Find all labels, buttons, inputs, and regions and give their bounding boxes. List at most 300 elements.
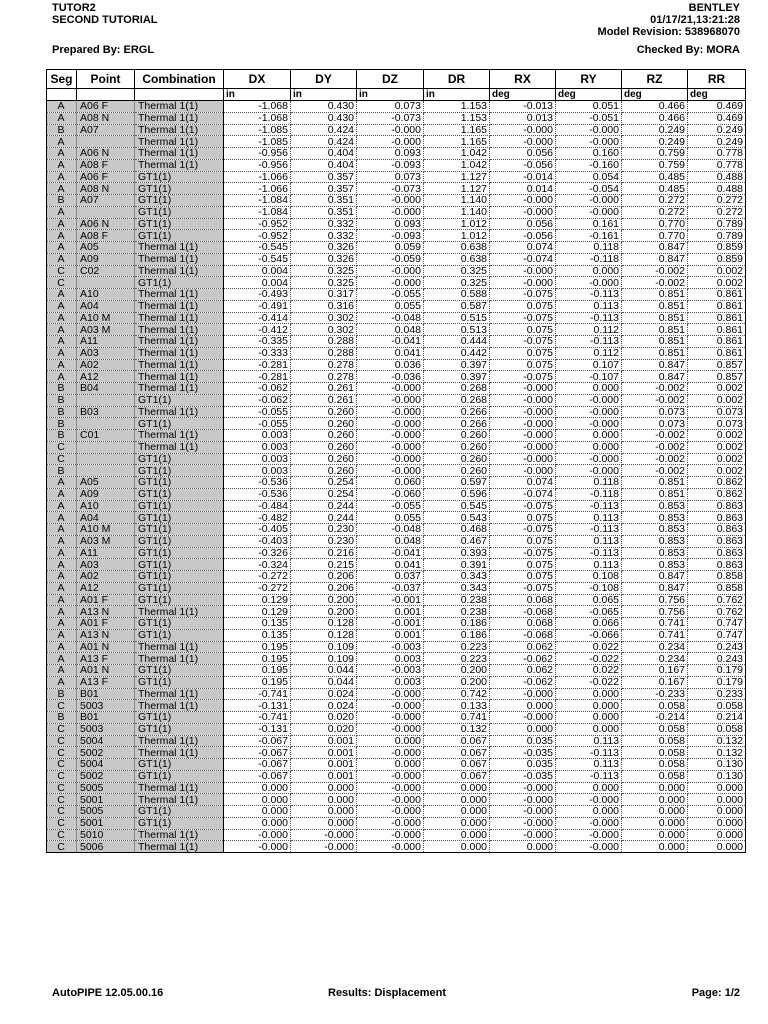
cell-dz: 0.073	[357, 171, 424, 183]
cell-rz: 0.000	[622, 794, 688, 806]
cell-rr: 0.058	[688, 723, 746, 735]
cell-point	[77, 465, 135, 477]
cell-rx: 0.000	[490, 700, 556, 712]
cell-rz: -0.002	[622, 453, 688, 465]
cell-point: A12	[77, 371, 135, 383]
cell-dz: -0.073	[357, 112, 424, 124]
cell-seg: C	[47, 453, 77, 465]
cell-combination: GT1(1)	[135, 230, 224, 242]
cell-dr: 0.000	[424, 841, 490, 853]
cell-rz: 0.851	[622, 300, 688, 312]
cell-rx: -0.068	[490, 606, 556, 618]
cell-dy: 0.260	[291, 441, 357, 453]
cell-rx: -0.075	[490, 312, 556, 324]
cell-point: A02	[77, 359, 135, 371]
cell-dx: -1.068	[224, 112, 291, 124]
table-row	[47, 195, 746, 207]
cell-seg: B	[47, 465, 77, 477]
cell-rx: -0.062	[490, 653, 556, 665]
cell-dr: 0.000	[424, 829, 490, 841]
unit-dy: in	[291, 89, 357, 101]
cell-ry: 0.000	[556, 688, 622, 700]
cell-rz: 0.851	[622, 347, 688, 359]
table-row	[47, 300, 746, 312]
cell-dx: -0.491	[224, 300, 291, 312]
cell-dz: 0.059	[357, 242, 424, 254]
cell-rx: 0.075	[490, 512, 556, 524]
units-row	[47, 89, 746, 101]
table-row	[47, 265, 746, 277]
cell-dr: 0.393	[424, 547, 490, 559]
cell-combination: GT1(1)	[135, 535, 224, 547]
cell-dr: 0.260	[424, 453, 490, 465]
table-row	[47, 324, 746, 336]
cell-dy: 0.230	[291, 535, 357, 547]
cell-ry: 0.065	[556, 594, 622, 606]
cell-dz: -0.000	[357, 806, 424, 818]
cell-dy: 0.357	[291, 183, 357, 195]
cell-point: A01 N	[77, 641, 135, 653]
cell-combination: Thermal 1(1)	[135, 430, 224, 442]
cell-rz: 0.756	[622, 594, 688, 606]
cell-seg: A	[47, 159, 77, 171]
cell-point: 5001	[77, 794, 135, 806]
cell-seg: A	[47, 336, 77, 348]
cell-combination: Thermal 1(1)	[135, 347, 224, 359]
cell-ry: 0.113	[556, 759, 622, 771]
cell-seg: B	[47, 418, 77, 430]
cell-rr: 0.002	[688, 383, 746, 395]
cell-rr: 0.000	[688, 841, 746, 853]
cell-ry: -0.066	[556, 629, 622, 641]
cell-combination: Thermal 1(1)	[135, 136, 224, 148]
cell-dy: 0.000	[291, 782, 357, 794]
cell-combination: Thermal 1(1)	[135, 688, 224, 700]
cell-combination: Thermal 1(1)	[135, 606, 224, 618]
cell-rr: 0.488	[688, 171, 746, 183]
cell-rx: -0.075	[490, 371, 556, 383]
cell-point: 5002	[77, 770, 135, 782]
cell-dx: -1.068	[224, 101, 291, 113]
cell-rx: 0.056	[490, 148, 556, 160]
cell-dz: -0.041	[357, 547, 424, 559]
cell-combination: Thermal 1(1)	[135, 112, 224, 124]
cell-dy: 0.424	[291, 136, 357, 148]
cell-seg: A	[47, 477, 77, 489]
cell-dr: 0.545	[424, 500, 490, 512]
cell-dy: 0.351	[291, 195, 357, 207]
cell-combination: GT1(1)	[135, 465, 224, 477]
cell-seg: A	[47, 136, 77, 148]
cell-dy: 0.254	[291, 488, 357, 500]
cell-ry: -0.065	[556, 606, 622, 618]
cell-dr: 0.588	[424, 289, 490, 301]
cell-rx: -0.000	[490, 195, 556, 207]
cell-ry: 0.160	[556, 148, 622, 160]
cell-rx: -0.000	[490, 817, 556, 829]
cell-dy: 0.278	[291, 359, 357, 371]
cell-rx: -0.000	[490, 782, 556, 794]
cell-dy: 0.325	[291, 265, 357, 277]
cell-combination: Thermal 1(1)	[135, 265, 224, 277]
model-name: TUTOR2	[52, 2, 96, 14]
cell-dx: -0.067	[224, 735, 291, 747]
cell-ry: -0.000	[556, 453, 622, 465]
cell-dy: 0.128	[291, 618, 357, 630]
table-row	[47, 347, 746, 359]
cell-dr: 0.268	[424, 394, 490, 406]
cell-ry: 0.000	[556, 430, 622, 442]
cell-rx: 0.075	[490, 300, 556, 312]
cell-rr: 0.863	[688, 535, 746, 547]
cell-point: B01	[77, 688, 135, 700]
cell-dr: 0.513	[424, 324, 490, 336]
cell-rr: 0.789	[688, 218, 746, 230]
table-row	[47, 148, 746, 160]
table-row	[47, 430, 746, 442]
cell-dr: 0.238	[424, 594, 490, 606]
cell-dy: 0.261	[291, 383, 357, 395]
cell-combination: GT1(1)	[135, 524, 224, 536]
cell-dy: 0.288	[291, 347, 357, 359]
cell-point: A01 N	[77, 665, 135, 677]
table-row	[47, 747, 746, 759]
cell-rz: 0.770	[622, 218, 688, 230]
cell-dr: 0.587	[424, 300, 490, 312]
cell-combination: Thermal 1(1)	[135, 641, 224, 653]
cell-ry: 0.000	[556, 265, 622, 277]
cell-rr: 0.857	[688, 359, 746, 371]
cell-rz: 0.272	[622, 195, 688, 207]
cell-dx: 0.000	[224, 782, 291, 794]
cell-ry: -0.113	[556, 770, 622, 782]
cell-rz: 0.847	[622, 359, 688, 371]
cell-dx: 0.003	[224, 465, 291, 477]
cell-ry: -0.000	[556, 206, 622, 218]
cell-ry: 0.054	[556, 171, 622, 183]
cell-dx: -0.741	[224, 712, 291, 724]
cell-combination: GT1(1)	[135, 277, 224, 289]
cell-rx: -0.000	[490, 430, 556, 442]
cell-ry: 0.022	[556, 665, 622, 677]
table-row	[47, 712, 746, 724]
table-row	[47, 723, 746, 735]
cell-combination: GT1(1)	[135, 500, 224, 512]
unit-ry: deg	[556, 89, 622, 101]
table-row	[47, 336, 746, 348]
cell-seg: A	[47, 500, 77, 512]
table-row	[47, 770, 746, 782]
cell-rz: 0.847	[622, 571, 688, 583]
cell-ry: -0.113	[556, 547, 622, 559]
cell-seg: C	[47, 759, 77, 771]
cell-dx: -0.281	[224, 359, 291, 371]
cell-ry: -0.000	[556, 829, 622, 841]
cell-combination: GT1(1)	[135, 676, 224, 688]
cell-dz: -0.000	[357, 782, 424, 794]
cell-rz: 0.853	[622, 524, 688, 536]
cell-dz: -0.003	[357, 665, 424, 677]
cell-dz: -0.003	[357, 641, 424, 653]
cell-point: 5010	[77, 829, 135, 841]
cell-dy: 0.001	[291, 770, 357, 782]
cell-dz: -0.060	[357, 488, 424, 500]
table-row	[47, 665, 746, 677]
cell-dz: 0.003	[357, 653, 424, 665]
col-rz: RZ	[622, 70, 688, 89]
cell-dy: 0.261	[291, 394, 357, 406]
cell-rz: 0.058	[622, 759, 688, 771]
cell-ry: -0.161	[556, 230, 622, 242]
cell-dx: 0.129	[224, 606, 291, 618]
cell-rr: 0.762	[688, 594, 746, 606]
cell-dy: 0.206	[291, 571, 357, 583]
cell-dr: 0.343	[424, 582, 490, 594]
cell-rx: 0.014	[490, 183, 556, 195]
cell-dz: -0.041	[357, 336, 424, 348]
cell-rx: -0.000	[490, 124, 556, 136]
table-row	[47, 524, 746, 536]
cell-rz: -0.002	[622, 265, 688, 277]
cell-rz: 0.000	[622, 829, 688, 841]
cell-dy: 0.260	[291, 453, 357, 465]
unit-dr: in	[424, 89, 490, 101]
cell-seg: A	[47, 594, 77, 606]
cell-combination: Thermal 1(1)	[135, 324, 224, 336]
cell-rr: 0.469	[688, 112, 746, 124]
cell-seg: A	[47, 148, 77, 160]
cell-ry: -0.022	[556, 676, 622, 688]
cell-rz: 0.058	[622, 735, 688, 747]
cell-dy: 0.357	[291, 171, 357, 183]
cell-combination: GT1(1)	[135, 665, 224, 677]
cell-seg: C	[47, 747, 77, 759]
cell-ry: -0.000	[556, 277, 622, 289]
cell-ry: -0.113	[556, 312, 622, 324]
cell-combination: Thermal 1(1)	[135, 841, 224, 853]
cell-dx: -0.000	[224, 841, 291, 853]
cell-seg: A	[47, 183, 77, 195]
cell-rx: -0.000	[490, 136, 556, 148]
cell-combination: GT1(1)	[135, 547, 224, 559]
cell-dy: 0.216	[291, 547, 357, 559]
cell-dx: 0.000	[224, 794, 291, 806]
col-dz: DZ	[357, 70, 424, 89]
displacement-table	[46, 69, 746, 853]
cell-seg: C	[47, 700, 77, 712]
cell-point: A03	[77, 559, 135, 571]
table-row	[47, 277, 746, 289]
cell-combination: GT1(1)	[135, 629, 224, 641]
cell-rr: 0.859	[688, 242, 746, 254]
cell-combination: Thermal 1(1)	[135, 747, 224, 759]
cell-seg: C	[47, 735, 77, 747]
cell-dy: 0.254	[291, 477, 357, 489]
unit-rx: deg	[490, 89, 556, 101]
cell-point: A09	[77, 253, 135, 265]
cell-rr: 0.857	[688, 371, 746, 383]
cell-seg: A	[47, 629, 77, 641]
cell-dy: 0.020	[291, 712, 357, 724]
cell-seg: A	[47, 535, 77, 547]
cell-dx: -0.536	[224, 488, 291, 500]
table-row	[47, 688, 746, 700]
cell-rz: -0.002	[622, 465, 688, 477]
cell-point: B01	[77, 712, 135, 724]
cell-dx: -0.956	[224, 159, 291, 171]
table-row	[47, 206, 746, 218]
cell-dr: 0.000	[424, 782, 490, 794]
cell-rz: 0.272	[622, 206, 688, 218]
model-revision: Model Revision: 538968070	[597, 26, 740, 38]
cell-rx: 0.074	[490, 477, 556, 489]
table-row	[47, 383, 746, 395]
cell-rz: 0.851	[622, 312, 688, 324]
cell-point: A10 M	[77, 312, 135, 324]
cell-dx: -0.335	[224, 336, 291, 348]
cell-rr: 0.778	[688, 148, 746, 160]
cell-dr: 1.153	[424, 112, 490, 124]
cell-seg: A	[47, 676, 77, 688]
cell-combination: Thermal 1(1)	[135, 406, 224, 418]
page-number: Page: 1/2	[691, 987, 740, 999]
cell-dx: -0.272	[224, 582, 291, 594]
cell-dx: -1.066	[224, 171, 291, 183]
cell-rx: -0.000	[490, 265, 556, 277]
cell-rx: -0.000	[490, 712, 556, 724]
cell-dz: -0.000	[357, 794, 424, 806]
table-row	[47, 159, 746, 171]
cell-point: A13 N	[77, 606, 135, 618]
cell-combination: Thermal 1(1)	[135, 359, 224, 371]
cell-dz: 0.001	[357, 606, 424, 618]
cell-rz: 0.741	[622, 618, 688, 630]
cell-rz: -0.233	[622, 688, 688, 700]
cell-dx: 0.000	[224, 817, 291, 829]
cell-dr: 0.391	[424, 559, 490, 571]
cell-rr: 0.747	[688, 629, 746, 641]
cell-dz: 0.001	[357, 629, 424, 641]
cell-ry: -0.054	[556, 183, 622, 195]
cell-ry: 0.000	[556, 723, 622, 735]
cell-point: A04	[77, 300, 135, 312]
cell-dr: 1.165	[424, 136, 490, 148]
cell-rz: 0.851	[622, 336, 688, 348]
cell-ry: 0.000	[556, 700, 622, 712]
cell-dr: 0.186	[424, 629, 490, 641]
cell-dx: -1.084	[224, 195, 291, 207]
cell-dz: 0.000	[357, 735, 424, 747]
cell-dz: -0.037	[357, 582, 424, 594]
cell-combination: Thermal 1(1)	[135, 101, 224, 113]
cell-rr: 0.130	[688, 770, 746, 782]
cell-seg: A	[47, 112, 77, 124]
cell-rr: 0.002	[688, 430, 746, 442]
cell-dy: -0.000	[291, 829, 357, 841]
cell-dy: 0.200	[291, 606, 357, 618]
cell-dy: 0.326	[291, 253, 357, 265]
cell-rx: -0.000	[490, 794, 556, 806]
cell-rr: 0.000	[688, 794, 746, 806]
cell-seg: A	[47, 582, 77, 594]
cell-dx: -0.326	[224, 547, 291, 559]
cell-seg: C	[47, 794, 77, 806]
cell-seg: B	[47, 688, 77, 700]
cell-rx: -0.000	[490, 441, 556, 453]
cell-dy: 0.215	[291, 559, 357, 571]
cell-rr: 0.862	[688, 477, 746, 489]
cell-rx: 0.068	[490, 594, 556, 606]
cell-dr: 0.000	[424, 817, 490, 829]
table-row	[47, 653, 746, 665]
cell-point: C02	[77, 265, 135, 277]
cell-rr: 0.861	[688, 312, 746, 324]
cell-dr: 1.127	[424, 183, 490, 195]
cell-dz: -0.000	[357, 747, 424, 759]
cell-point: A03 M	[77, 535, 135, 547]
cell-rz: 0.073	[622, 418, 688, 430]
cell-dx: -1.085	[224, 124, 291, 136]
cell-dx: 0.003	[224, 453, 291, 465]
cell-dy: 0.302	[291, 312, 357, 324]
cell-ry: 0.113	[556, 512, 622, 524]
cell-rr: 0.132	[688, 735, 746, 747]
col-dx: DX	[224, 70, 291, 89]
cell-seg: A	[47, 524, 77, 536]
cell-point	[77, 136, 135, 148]
cell-combination: GT1(1)	[135, 453, 224, 465]
cell-seg: A	[47, 289, 77, 301]
cell-rz: 0.770	[622, 230, 688, 242]
cell-dr: 0.238	[424, 606, 490, 618]
cell-combination: Thermal 1(1)	[135, 289, 224, 301]
cell-ry: 0.118	[556, 477, 622, 489]
cell-rz: 0.851	[622, 477, 688, 489]
cell-point: A08 N	[77, 183, 135, 195]
cell-combination: Thermal 1(1)	[135, 124, 224, 136]
table-row	[47, 547, 746, 559]
cell-dx: -0.956	[224, 148, 291, 160]
table-row	[47, 629, 746, 641]
cell-rr: 0.863	[688, 559, 746, 571]
cell-rr: 0.747	[688, 618, 746, 630]
col-point: Point	[77, 70, 135, 89]
cell-dr: 0.467	[424, 535, 490, 547]
cell-combination: Thermal 1(1)	[135, 383, 224, 395]
cell-rr: 0.002	[688, 394, 746, 406]
cell-rr: 0.863	[688, 524, 746, 536]
cell-combination: GT1(1)	[135, 206, 224, 218]
cell-point: A10	[77, 500, 135, 512]
cell-ry: -0.000	[556, 406, 622, 418]
cell-combination: Thermal 1(1)	[135, 441, 224, 453]
cell-point: 5004	[77, 735, 135, 747]
cell-rz: -0.002	[622, 441, 688, 453]
cell-dr: 0.067	[424, 770, 490, 782]
cell-point: A13 F	[77, 653, 135, 665]
cell-rr: 0.002	[688, 265, 746, 277]
cell-seg: A	[47, 171, 77, 183]
cell-point: A13 N	[77, 629, 135, 641]
cell-rx: 0.035	[490, 735, 556, 747]
table-row	[47, 500, 746, 512]
cell-rz: -0.214	[622, 712, 688, 724]
cell-rx: -0.068	[490, 629, 556, 641]
cell-dx: -0.545	[224, 242, 291, 254]
cell-rr: 0.002	[688, 465, 746, 477]
cell-rr: 0.249	[688, 124, 746, 136]
cell-dz: 0.041	[357, 559, 424, 571]
